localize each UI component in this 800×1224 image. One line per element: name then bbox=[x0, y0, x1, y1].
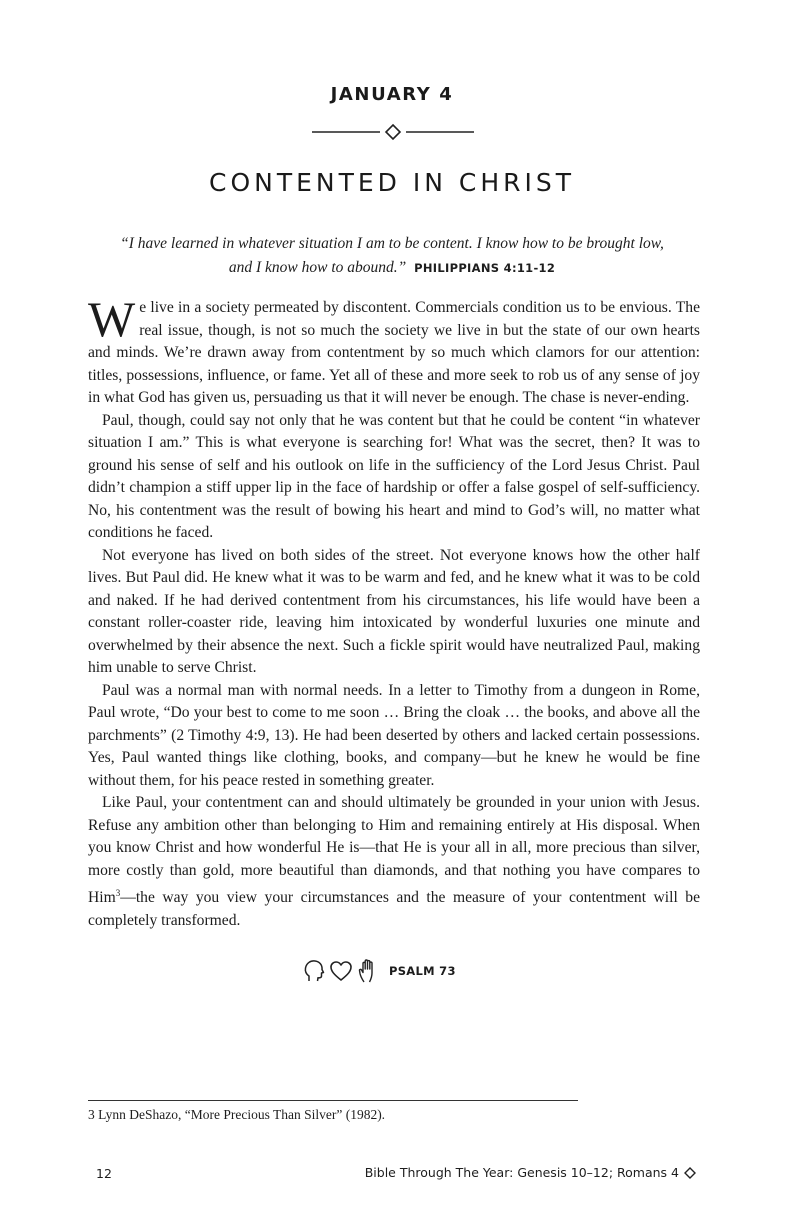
quote-reference: PHILIPPIANS 4:11-12 bbox=[414, 261, 556, 275]
diamond-icon bbox=[684, 1167, 696, 1179]
heart-icon bbox=[329, 960, 353, 982]
bible-reading-plan: Bible Through The Year: Genesis 10–12; Romans 4 bbox=[364, 1165, 679, 1180]
reflection-prompts bbox=[303, 957, 456, 985]
paragraph-text: Like Paul, your contentment can and should ultimately be grounded in your union with Jesus. Refuse any ambition other than belonging to Him and remaining entirely at His disposal. When you know Christ and how wonderful He is—that He is your all in all, more precious than silver, more costly than gold, more beautiful than diamonds, and that nothing you have compares to Him bbox=[88, 794, 700, 907]
paragraph: Paul, though, could say not only that he was content but that he could be content “in whatever situation I am.” This is what everyone is searching for! What was the secret, then? It was to ground his sense of self and his outlook on life in the sufficiency of the Lord Jesus Christ. Paul didn’t champion a stiff upper lip in the face of hardship or offer a false gospel of self-sufficiency. No, his contentment was the result of bowing his heart and mind to God’s will, no matter what conditions he faced. bbox=[88, 411, 700, 541]
psalm-reading: PSALM 73 bbox=[389, 964, 456, 978]
quote-text: “I have learned in whatever situation I am to be content. I know how to be brought low, and I know how to abound.” bbox=[120, 235, 664, 276]
page-number: 12 bbox=[96, 1166, 112, 1181]
hand-icon bbox=[357, 958, 381, 984]
paragraph bbox=[88, 291, 700, 410]
paragraph: Paul was a normal man with normal needs. In a letter to Timothy from a dungeon in Rome, Paul wrote, “Do your best to come to me soon … Bring the cloak … the books, and above all the parchments” (2 Timothy 4:9, 13). He had been deserted by others and lacked certain possessions. Yes, Paul wanted things like clothing, books, and company—but he knew he would be fine without them, for his peace rested in something greater. bbox=[88, 681, 700, 789]
scripture-quote bbox=[110, 232, 674, 280]
footnote-marker: 3 bbox=[115, 888, 121, 898]
drop-cap: W bbox=[88, 291, 136, 347]
footnote: 3 Lynn DeShazo, “More Precious Than Silver” (1982). bbox=[88, 1107, 386, 1122]
paragraph-text: e live in a society permeated by discontent. Commercials condition us to be envious. The real issue, though, is not so much the society we live in but the state of our own hearts and minds. We’re drawn away from contentment by so much which clamors for our attention: titles, possessions, influence, or fame. Yet all of these and more seek to rob us of any sense of joy in what God has given us, persuading us that it will never be enough. The chase is never-ending. bbox=[88, 299, 700, 406]
page-title: CONTENTED IN CHRIST bbox=[208, 168, 576, 197]
ornament-divider bbox=[312, 122, 474, 142]
running-footer bbox=[365, 1165, 696, 1180]
head-icon bbox=[303, 959, 325, 983]
paragraph: Not everyone has lived on both sides of the street. Not everyone knows how the other half lives. But Paul did. He knew what it was to be warm and fed, and he knew what it was to be cold and naked. If he had derived contentment from his circumstances, his life would have been a constant roller-coaster ride, leaving him intoxicated by wonderful luxuries one minute and overwhelmed by their absence the next. Such a fickle spirit would have neutralized Paul, making him unable to serve Christ. bbox=[88, 546, 700, 676]
page-date: JANUARY 4 bbox=[330, 84, 454, 105]
paragraph-text: —the way you view your circumstances and the measure of your contentment will be completely transformed. bbox=[88, 889, 700, 929]
paragraph bbox=[88, 792, 700, 932]
devotional-body bbox=[88, 291, 700, 932]
footnote-rule bbox=[88, 1100, 578, 1101]
